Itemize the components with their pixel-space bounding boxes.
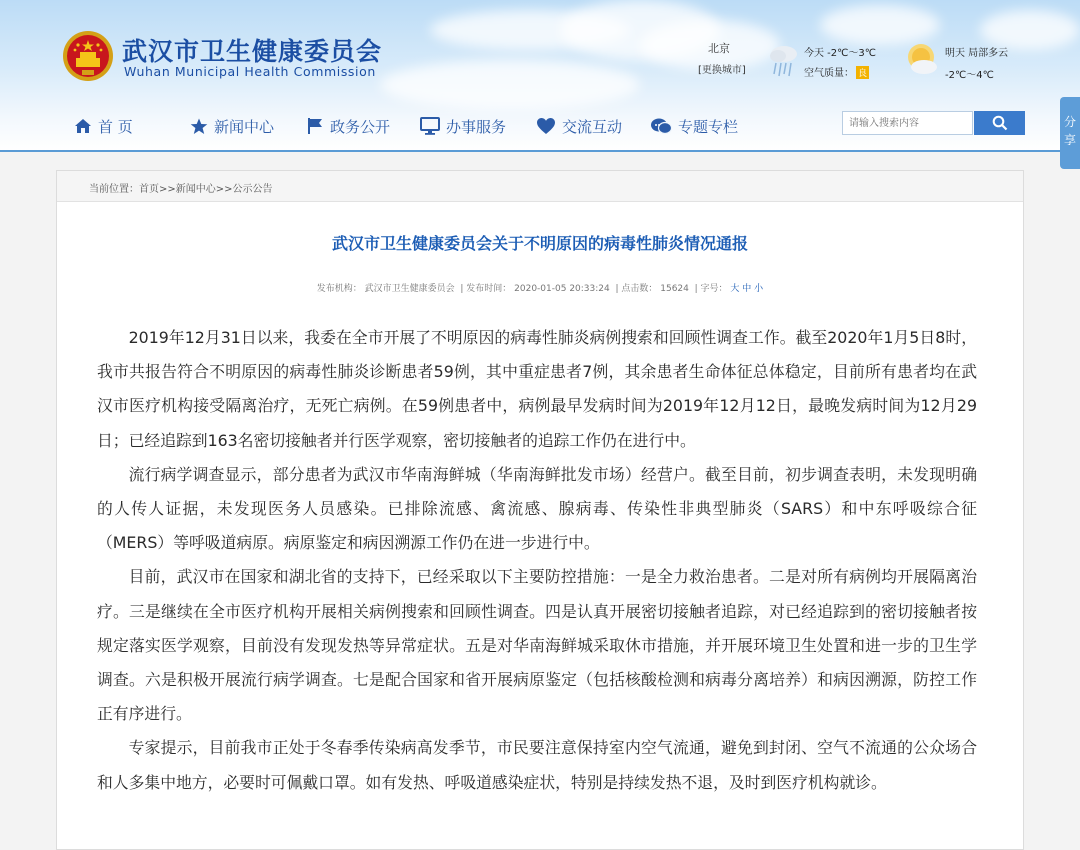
air-quality-label: 空气质量： (804, 68, 854, 79)
site-name-cn[interactable]: 武汉市卫生健康委员会 (122, 37, 383, 66)
nav-interaction[interactable] (536, 114, 622, 138)
meta-font-size-label: 字号： (700, 284, 728, 294)
header-divider (0, 150, 1080, 152)
sun-cloud-icon (902, 40, 940, 78)
air-quality-badge: 良 (856, 66, 869, 79)
nav-special-topics[interactable] (650, 114, 738, 138)
font-size-large[interactable]: 大 (730, 284, 740, 294)
article-panel (56, 170, 1024, 850)
nav-interaction-label: 交流互动 (562, 117, 623, 136)
heart-icon (536, 117, 556, 135)
site-header (0, 0, 1080, 152)
meta-clicks: 点击数： 15624 (621, 284, 689, 294)
meta-time: 发布时间： 2020-01-05 20:33:24 (466, 284, 610, 294)
chat-icon (650, 117, 672, 135)
nav-home[interactable] (74, 114, 133, 138)
article-title: 武汉市卫生健康委员会关于不明原因的病毒性肺炎情况通报 (331, 234, 748, 253)
article-paragraph: 2019年12月31日以来，我委在全市开展了不明原因的病毒性肺炎病例搜索和回顾性调查工作。截至2020年1月5日8时，我市共报告符合不明原因的病毒性肺炎诊断患者59例，其中重症患者7例，其余患者生命体征总体稳定，目前所有患者均在武汉市医疗机构接受隔离治疗，无死亡病例。在59例患者中，病例最早发病时间为2019年12月12日，最晚发病时间为12月29日；已经追踪到163名密切接触者并行医学观察，密切接触者的追踪工作仍在进行中。 (97, 328, 977, 450)
monitor-icon (420, 117, 440, 135)
change-city-link[interactable]: [更换城市] (698, 65, 746, 76)
site-name-en[interactable]: Wuhan Municipal Health Commission (124, 64, 376, 79)
nav-government-affairs[interactable] (306, 114, 390, 138)
nav-services-label: 办事服务 (446, 117, 507, 136)
article-paragraph: 专家提示，目前我市正处于冬春季传染病高发季节，市民要注意保持室内空气流通，避免到封闭、空气不流通的公众场合和人多集中地方，必要时可佩戴口罩。如有发热、呼吸道感染症状，特别是持续发热不退，及时到医疗机构就诊。 (97, 738, 977, 792)
star-icon (190, 118, 208, 135)
weather-tomorrow-temp: -2℃～4℃ (945, 70, 994, 81)
nav-services[interactable] (420, 114, 506, 138)
share-button[interactable]: 分享 (1060, 97, 1080, 169)
article-meta: 发布机构： 武汉市卫生健康委员会 | 发布时间： 2020-01-05 20:33:24 | 点击数： 15624 | 字号： 大 中 小 (316, 284, 764, 294)
nav-news-center[interactable] (190, 114, 274, 138)
rain-cloud-icon (768, 44, 800, 78)
font-size-medium[interactable]: 中 (742, 284, 752, 294)
national-emblem-icon (62, 30, 114, 82)
flag-icon (306, 117, 324, 135)
search-icon (992, 115, 1008, 131)
weather-tomorrow: 明天 局部多云 (945, 48, 1009, 59)
font-size-small[interactable]: 小 (754, 284, 764, 294)
breadcrumb[interactable]: 当前位置：首页>>新闻中心>>公示公告 (89, 184, 273, 195)
breadcrumb-bar (57, 171, 1023, 202)
weather-city: 北京 (708, 42, 730, 55)
search-input[interactable] (842, 111, 973, 135)
home-icon (74, 118, 92, 134)
nav-special-topics-label: 专题专栏 (678, 117, 739, 136)
nav-news-center-label: 新闻中心 (214, 117, 275, 136)
search-button[interactable] (974, 111, 1025, 135)
article-paragraph: 目前，武汉市在国家和湖北省的支持下，已经采取以下主要防控措施：一是全力救治患者。二是对所有病例均开展隔离治疗。三是继续在全市医疗机构开展相关病例搜索和回顾性调查。四是认真开展密切接触者追踪，对已经追踪到的密切接触者按规定落实医学观察，目前没有发现发热等异常症状。五是对华南海鲜城采取休市措施，并开展环境卫生处置和进一步的卫生学调查。六是积极开展流行病学调查。七是配合国家和省开展病原鉴定（包括核酸检测和病毒分离培养）和病因溯源，防控工作正有序进行。 (97, 567, 977, 724)
article-paragraph: 流行病学调查显示，部分患者为武汉市华南海鲜城（华南海鲜批发市场）经营户。截至目前，初步调查表明，未发现明确的人传人证据，未发现医务人员感染。已排除流感、禽流感、腺病毒、传染性非典型肺炎（SARS）和中东呼吸综合征（MERS）等呼吸道病原。病原鉴定和病因溯源工作仍在进一步进行中。 (97, 464, 977, 553)
air-quality (804, 64, 869, 79)
weather-today: 今天 -2℃～3℃ (804, 48, 876, 59)
meta-publisher: 发布机构： 武汉市卫生健康委员会 (316, 284, 455, 294)
article-body (97, 321, 977, 800)
nav-home-label: 首 页 (98, 117, 133, 136)
nav-government-affairs-label: 政务公开 (330, 117, 391, 136)
